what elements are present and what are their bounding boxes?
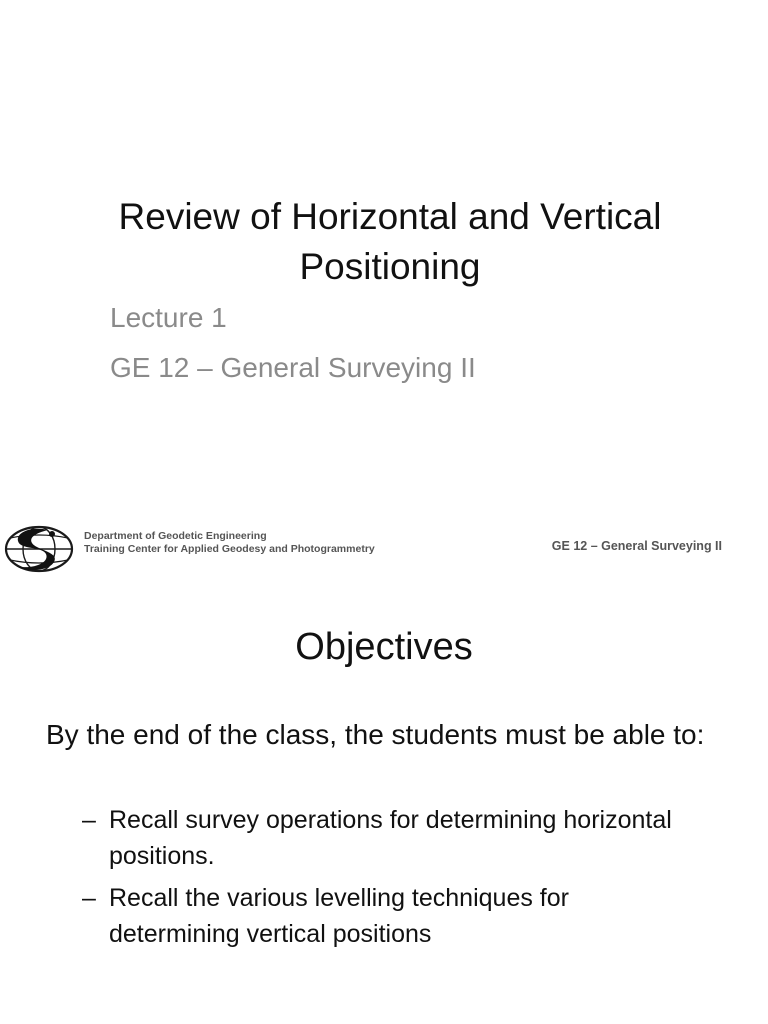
training-center-name: Training Center for Applied Geodesy and Photogrammetry: [84, 543, 375, 555]
dash-bullet: –: [82, 806, 96, 834]
objective-text: Recall the various levelling techniques for determining vertical positions: [109, 884, 569, 948]
objectives-slide: [0, 580, 768, 1024]
objective-text: Recall survey operations for determining horizontal positions.: [109, 806, 672, 870]
course-name: GE 12 – General Surveying II: [110, 352, 476, 383]
dash-bullet: –: [82, 884, 96, 912]
lecture-number: Lecture 1: [110, 302, 227, 333]
geodesy-globe-logo-icon: [2, 524, 74, 574]
footer-course-name: GE 12 – General Surveying II: [551, 539, 722, 553]
slide-footer: [0, 524, 768, 576]
department-name: Department of Geodetic Engineering: [84, 530, 267, 542]
objectives-title: Objectives: [295, 626, 473, 668]
objectives-intro: By the end of the class, the students must be able to:: [46, 719, 705, 750]
department-info: [84, 530, 375, 556]
list-item: [82, 802, 702, 874]
slide-title: Review of Horizontal and Vertical Positioning: [118, 196, 662, 287]
list-item: [82, 880, 702, 952]
objectives-list: [82, 802, 702, 958]
